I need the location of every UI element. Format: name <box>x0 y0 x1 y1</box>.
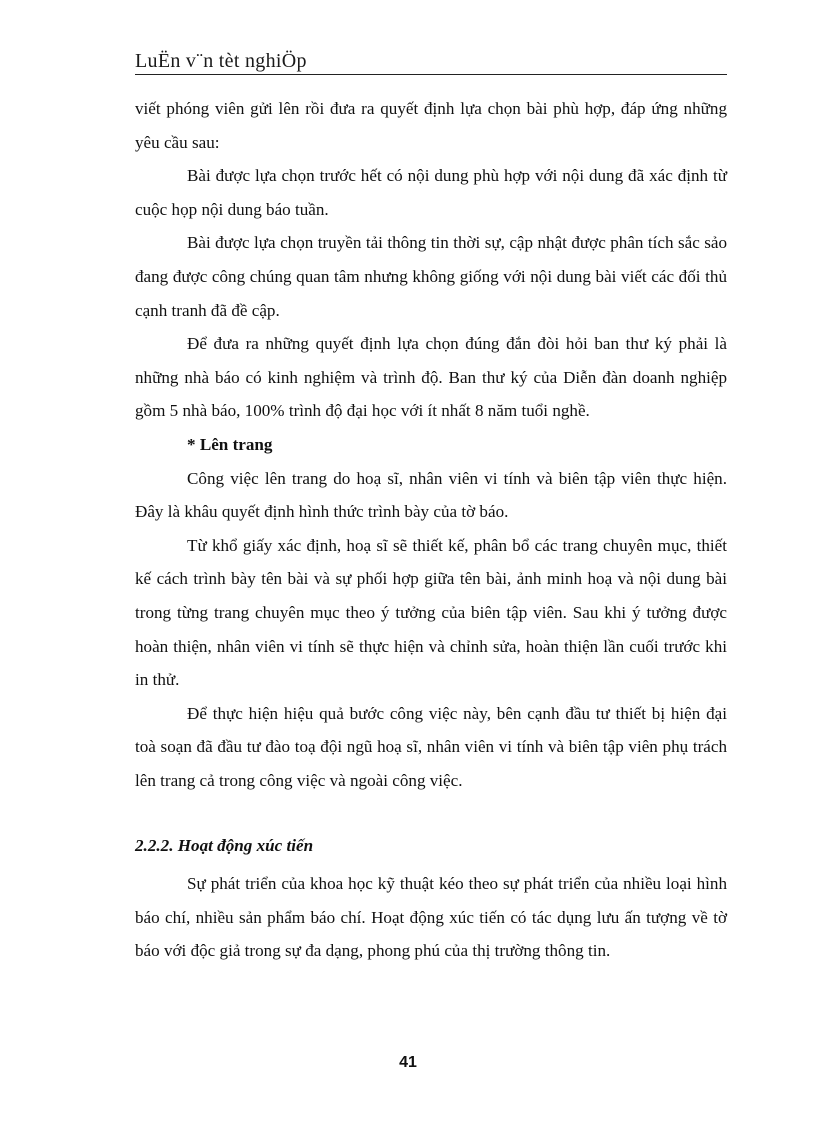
paragraph: Sự phát triển của khoa học kỹ thuật kéo theo sự phát triển của nhiều loại hình báo chí, nhiều sản phẩm báo chí. Hoạt động xúc tiến có tác dụng lưu ấn tượng về tờ báo với độc giả trong sự đa dạng, phong phú của thị trường thông tin. <box>135 874 727 961</box>
section-heading: 2.2.2. Hoạt động xúc tiến <box>135 836 314 856</box>
page-header <box>135 48 727 75</box>
paragraph: Công việc lên trang do hoạ sĩ, nhân viên vi tính và biên tập viên thực hiện. Đây là khâu quyết định hình thức trình bày của tờ báo. <box>135 468 727 522</box>
paragraph: Bài được lựa chọn truyền tải thông tin thời sự, cập nhật được phân tích sắc sảo đang được công chúng quan tâm nhưng không giống với nội dung bài viết các đối thủ cạnh tranh đã đề cập. <box>135 233 727 320</box>
page-number: 41 <box>399 1054 417 1071</box>
paragraph: Để thực hiện hiệu quả bước công việc này, bên cạnh đầu tư thiết bị hiện đại toà soạn đã đầu tư đào toạ đội ngũ hoạ sĩ, nhân viên vi tính và biên tập viên phụ trách lên trang cả trong công việc và ngoài công việc. <box>135 703 727 790</box>
paragraph: Để đưa ra những quyết định lựa chọn đúng đắn đòi hỏi ban thư ký phải là những nhà báo có kinh nghiệm và trình độ. Ban thư ký của Diễn đàn doanh nghiệp gồm 5 nhà báo, 100% trình độ đại học với ít nhất 8 năm tuổi nghề. <box>135 334 727 421</box>
paragraph: Bài được lựa chọn trước hết có nội dung phù hợp với nội dung đã xác định từ cuộc họp nội dung báo tuần. <box>135 166 727 219</box>
document-body <box>135 92 727 968</box>
paragraph: Từ khổ giấy xác định, hoạ sĩ sẽ thiết kế, phân bổ các trang chuyên mục, thiết kế cách trình bày tên bài và sự phối hợp giữa tên bài, ảnh minh hoạ và nội dung bài trong từng trang chuyên mục theo ý tưởng của biên tập viên. Sau khi ý tưởng được hoàn thiện, nhân viên vi tính sẽ thực hiện và chỉnh sửa, hoàn thiện lần cuối trước khi in thử. <box>135 535 727 690</box>
paragraph-continuation: viết phóng viên gửi lên rồi đưa ra quyết định lựa chọn bài phù hợp, đáp ứng những yêu cầu sau: <box>135 99 727 152</box>
header-title: LuËn v¨n tèt nghiÖp <box>135 50 307 72</box>
subheading-len-trang: * Lên trang <box>187 434 273 454</box>
